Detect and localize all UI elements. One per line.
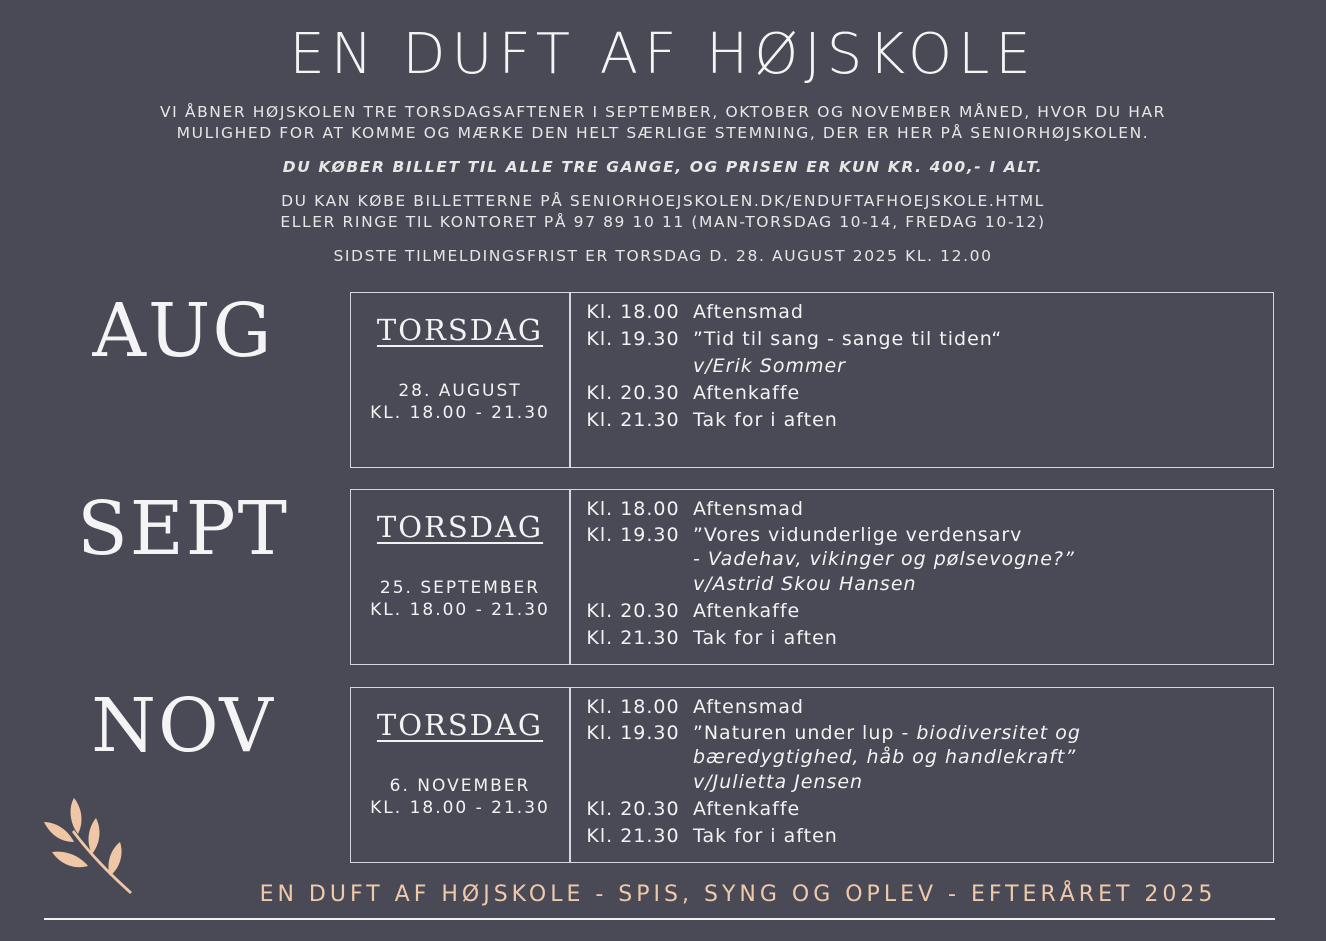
- program-row: [573, 407, 1263, 434]
- time: Kl. 20.30: [586, 798, 680, 820]
- event-hours: KL. 18.00 - 21.30: [370, 403, 550, 423]
- divider: [569, 688, 571, 862]
- description-subtitle: - Vadehav, vikinger og pølsevogne?”: [693, 548, 1075, 570]
- leaf-branch-icon: [38, 792, 134, 896]
- event-box-sept: [350, 489, 1274, 665]
- weekday-label: TORSDAG: [376, 313, 544, 347]
- time: Kl. 21.30: [586, 825, 680, 847]
- intro-line-1: VI ÅBNER HØJSKOLEN TRE TORSDAGSAFTENER I SEPTEMBER, OKTOBER OG NOVEMBER MÅNED, HVOR DU HAR: [159, 103, 1167, 121]
- event-hours: KL. 18.00 - 21.30: [370, 798, 550, 818]
- intro-line-2: MULIGHED FOR AT KOMME OG MÆRKE DEN HELT SÆRLIGE STEMNING, DER ER HER PÅ SENIORHØJSKOLEN.: [176, 124, 1150, 142]
- program-row: [573, 380, 1263, 407]
- speaker: v/Julietta Jensen: [693, 771, 864, 793]
- event-date-panel: [351, 688, 569, 862]
- description-subtitle: bæredygtighed, håb og handlekraft”: [693, 746, 1077, 768]
- time: Kl. 18.00: [586, 498, 680, 520]
- speaker: v/Astrid Skou Hansen: [693, 573, 917, 595]
- description: ”Tid til sang - sange til tiden“: [693, 328, 1003, 350]
- program-row: [573, 299, 1263, 326]
- program-row: [573, 769, 1263, 796]
- event-hours: KL. 18.00 - 21.30: [370, 600, 550, 620]
- event-date: 28. AUGUST: [398, 381, 522, 401]
- event-box-nov: [350, 687, 1274, 863]
- event-date-panel: [351, 293, 569, 467]
- description: ”Naturen under lup -: [693, 722, 917, 744]
- time: Kl. 20.30: [586, 600, 680, 622]
- time: Kl. 19.30: [586, 524, 680, 546]
- program-row: [573, 326, 1263, 353]
- program-list: [573, 694, 1263, 850]
- description: Aftenkaffe: [693, 798, 801, 820]
- description: Aftensmad: [693, 301, 804, 323]
- description: Tak for i aften: [693, 627, 838, 649]
- time: Kl. 21.30: [586, 409, 680, 431]
- intro-text: [0, 102, 1326, 267]
- program-row: [573, 721, 1263, 745]
- footer-text: EN DUFT AF HØJSKOLE - SPIS, SYNG OG OPLEV - EFTERÅRET 2025: [259, 882, 1217, 907]
- program-row: [573, 823, 1263, 850]
- footer-rule: [44, 918, 1275, 920]
- price-text: DU KØBER BILLET TIL ALLE TRE GANGE, OG PRISEN ER KUN KR. 400,- I ALT.: [282, 158, 1044, 176]
- weekday-label: TORSDAG: [376, 510, 544, 544]
- description: Aftensmad: [693, 498, 804, 520]
- program-row: [573, 598, 1263, 625]
- time: Kl. 21.30: [586, 627, 680, 649]
- description: Tak for i aften: [693, 825, 838, 847]
- time: Kl. 19.30: [586, 328, 680, 350]
- event-box-aug: [350, 292, 1274, 468]
- description: Tak for i aften: [693, 409, 838, 431]
- program-row: [573, 496, 1263, 523]
- time: Kl. 20.30: [586, 382, 680, 404]
- month-label-sept: SEPT: [77, 486, 289, 572]
- description: ”Vores vidunderlige verdensarv: [693, 524, 1023, 546]
- deadline-text: SIDSTE TILMELDINGSFRIST ER TORSDAG D. 28. AUGUST 2025 KL. 12.00: [333, 247, 993, 265]
- program-row: [573, 571, 1263, 598]
- divider: [569, 293, 571, 467]
- month-label-aug: AUG: [92, 288, 274, 374]
- program-row: [573, 547, 1263, 571]
- event-date: 25. SEPTEMBER: [379, 578, 541, 598]
- weekday-label: TORSDAG: [376, 708, 544, 742]
- program-row: [573, 523, 1263, 547]
- time: Kl. 19.30: [586, 722, 680, 744]
- buy-line-2: ELLER RINGE TIL KONTORET PÅ 97 89 10 11 (MAN-TORSDAG 10-14, FREDAG 10-12): [280, 213, 1046, 231]
- description-italic: biodiversitet og: [916, 722, 1081, 744]
- month-label-nov: NOV: [91, 683, 275, 769]
- event-date-panel: [351, 490, 569, 664]
- description: Aftenkaffe: [693, 382, 801, 404]
- program-row: [573, 694, 1263, 721]
- buy-line-1: DU KAN KØBE BILLETTERNE PÅ SENIORHOEJSKOLEN.DK/ENDUFTAFHOEJSKOLE.HTML: [281, 192, 1045, 210]
- program-row: [573, 796, 1263, 823]
- program-row: [573, 625, 1263, 652]
- description: Aftenkaffe: [693, 600, 801, 622]
- program-list: [573, 496, 1263, 652]
- divider: [569, 490, 571, 664]
- program-row: [573, 745, 1263, 769]
- event-date: 6. NOVEMBER: [389, 776, 531, 796]
- description: Aftensmad: [693, 696, 804, 718]
- speaker: v/Erik Sommer: [693, 355, 846, 377]
- page-title: EN DUFT AF HØJSKOLE: [289, 22, 1037, 87]
- time: Kl. 18.00: [586, 696, 680, 718]
- time: Kl. 18.00: [586, 301, 680, 323]
- program-row: [573, 353, 1263, 380]
- program-list: [573, 299, 1263, 434]
